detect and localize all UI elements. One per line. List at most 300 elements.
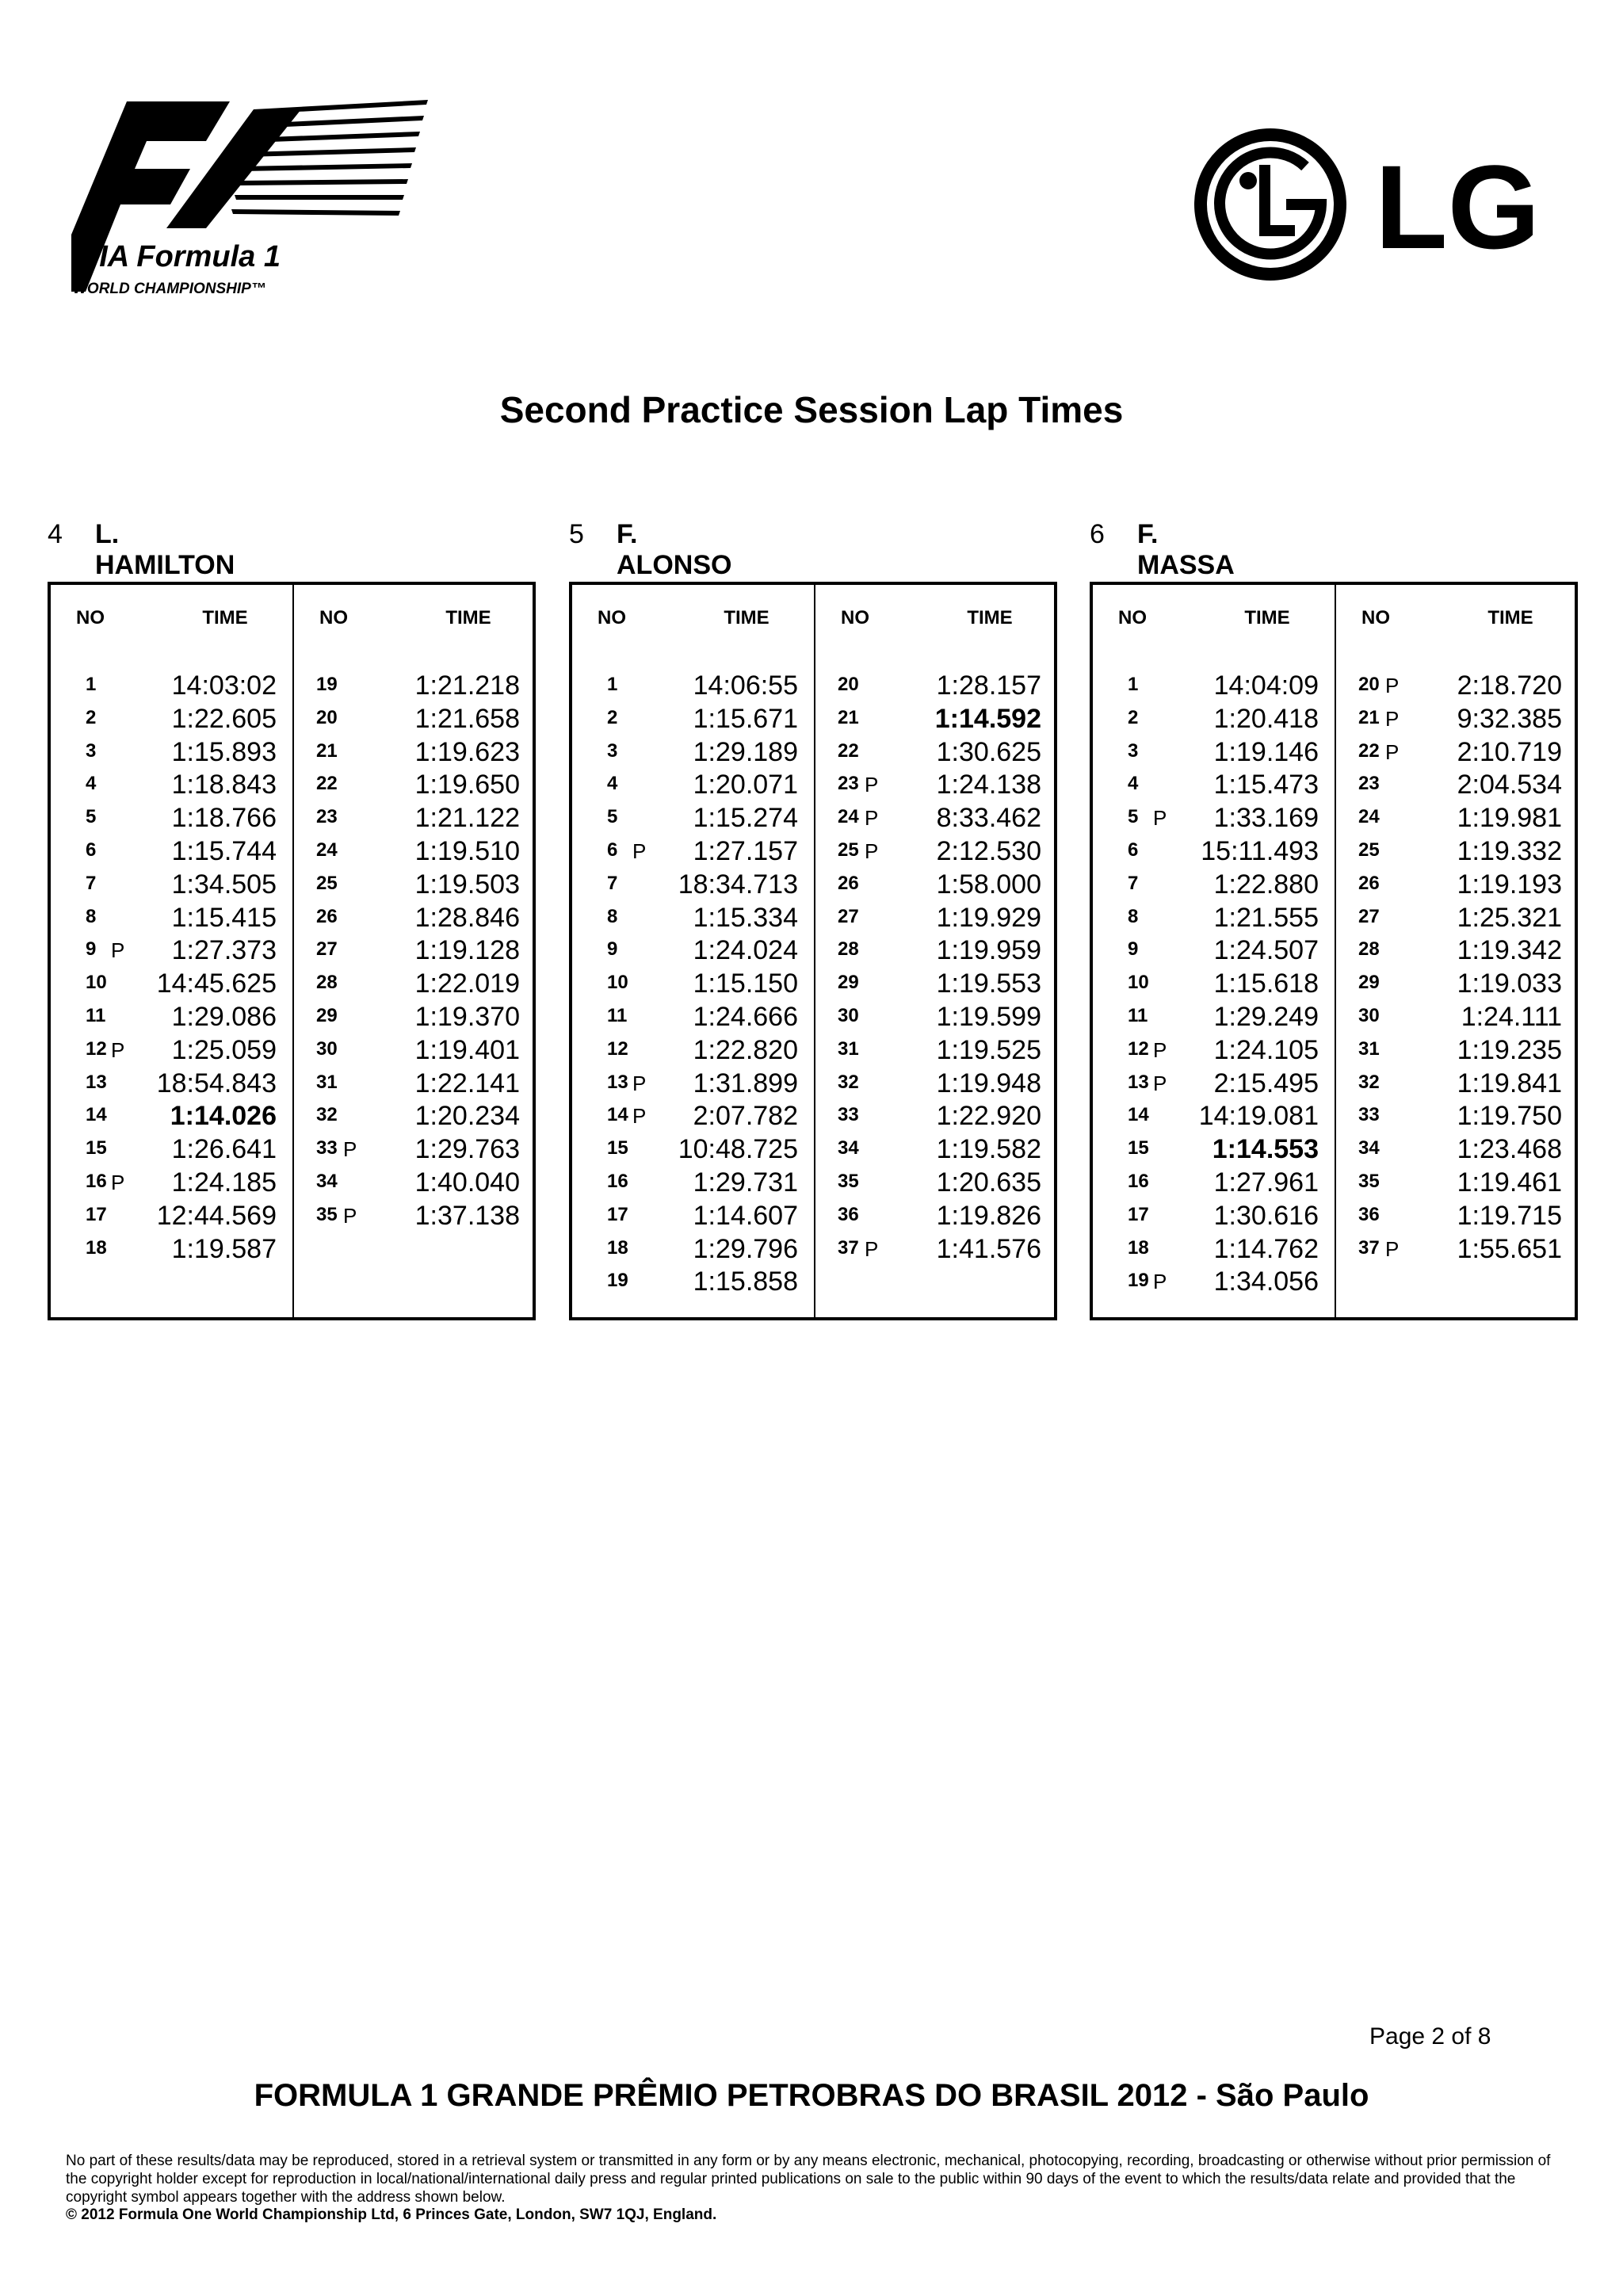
lap-row (815, 737, 1057, 770)
lap-time: 1:15.473 (1213, 770, 1319, 800)
pit-marker: P (343, 1137, 357, 1162)
lap-row (51, 770, 292, 803)
lap-row (51, 1167, 292, 1201)
driver-name: F. ALONSO (617, 519, 732, 580)
lap-row (294, 836, 536, 869)
lap-time: 1:19.503 (414, 869, 520, 900)
lap-time: 1:55.651 (1457, 1233, 1562, 1264)
lap-number: 4 (607, 773, 618, 795)
lap-time: 1:19.981 (1457, 803, 1562, 834)
lap-row (572, 903, 814, 936)
lap-time: 1:34.056 (1213, 1266, 1319, 1297)
lap-number: 11 (86, 1005, 106, 1026)
lap-time: 1:19.193 (1457, 869, 1562, 900)
lap-number: 19 (607, 1270, 628, 1292)
lap-row (294, 869, 536, 903)
lap-time: 1:14.026 (170, 1101, 277, 1132)
lap-time: 1:19.599 (936, 1002, 1041, 1032)
lap-time: 8:33.462 (936, 803, 1041, 834)
lap-row (51, 1101, 292, 1134)
lap-number: 20 (316, 706, 338, 728)
lap-row (294, 670, 536, 704)
lap-number: 20 (1358, 674, 1380, 695)
lap-number: 19 (1128, 1270, 1149, 1292)
lap-row (815, 1002, 1057, 1035)
lap-number: 18 (1128, 1236, 1149, 1259)
lap-number: 13 (607, 1071, 628, 1093)
lap-time: 1:19.370 (414, 1002, 520, 1032)
lap-number: 17 (86, 1203, 107, 1225)
lap-row (815, 1201, 1057, 1234)
lap-time: 2:12.530 (936, 836, 1041, 866)
column-header-time: TIME (1244, 607, 1290, 628)
lap-number: 27 (838, 905, 859, 927)
lap-row (815, 1234, 1057, 1267)
lap-time: 1:29.086 (171, 1002, 277, 1032)
lap-row (294, 737, 536, 770)
lap-row (1336, 704, 1578, 737)
lap-row (51, 1134, 292, 1167)
lap-row (1093, 1101, 1335, 1134)
lap-row (51, 1201, 292, 1234)
lap-row (1093, 1068, 1335, 1102)
pit-marker: P (1385, 706, 1400, 731)
lap-number: 23 (316, 806, 338, 828)
lap-row (572, 968, 814, 1002)
lap-row (1336, 770, 1578, 803)
lap-number: 33 (316, 1137, 338, 1159)
lap-time: 1:18.766 (171, 803, 277, 834)
lap-number: 1 (86, 674, 97, 695)
lap-time: 1:14.762 (1213, 1233, 1319, 1264)
lap-number: 5 (1128, 806, 1139, 828)
lap-time: 9:32.385 (1457, 703, 1562, 734)
lap-row (815, 935, 1057, 968)
lap-row (1093, 935, 1335, 968)
lap-row (815, 836, 1057, 869)
lap-row (815, 770, 1057, 803)
lap-number: 37 (838, 1236, 859, 1259)
lap-row (572, 836, 814, 869)
lap-time: 1:19.587 (171, 1233, 277, 1264)
lap-time: 1:22.019 (414, 968, 520, 999)
lap-time: 1:19.650 (414, 770, 520, 800)
lap-number: 25 (1358, 839, 1380, 861)
lap-number: 19 (316, 674, 338, 695)
lap-row (815, 869, 1057, 903)
lap-time: 14:06:55 (693, 670, 798, 701)
lap-number: 3 (1128, 739, 1139, 762)
lap-time: 1:19.235 (1457, 1034, 1562, 1065)
lap-number: 20 (838, 674, 859, 695)
lap-time: 1:21.218 (414, 670, 520, 701)
lap-number: 35 (1358, 1171, 1380, 1192)
column-header-time: TIME (202, 607, 248, 628)
lap-time: 1:19.841 (1457, 1068, 1562, 1098)
lap-time: 1:19.715 (1457, 1200, 1562, 1231)
lap-number: 15 (1128, 1137, 1149, 1159)
lap-time: 1:15.618 (1213, 968, 1319, 999)
lap-row (572, 1134, 814, 1167)
lap-number: 4 (1128, 773, 1139, 795)
lap-row (1336, 803, 1578, 836)
lap-number: 16 (86, 1171, 107, 1192)
lap-number: 6 (86, 839, 97, 861)
lap-number: 28 (1358, 938, 1380, 961)
pit-marker: P (1153, 806, 1167, 831)
lap-number: 16 (607, 1171, 628, 1192)
lg-logo-text: LG (1375, 140, 1541, 273)
lap-row (815, 803, 1057, 836)
lap-time: 1:22.880 (1213, 869, 1319, 900)
lap-number: 23 (1358, 773, 1380, 795)
lap-number: 25 (838, 839, 859, 861)
pit-marker: P (632, 839, 647, 863)
pit-marker: P (1153, 1270, 1167, 1294)
lap-row (1093, 1167, 1335, 1201)
lap-row (1093, 903, 1335, 936)
lap-number: 8 (1128, 905, 1139, 927)
lap-row (572, 1101, 814, 1134)
lap-row (572, 935, 814, 968)
lap-number: 26 (838, 872, 859, 894)
lap-time: 18:34.713 (678, 869, 798, 900)
lap-row (815, 1134, 1057, 1167)
lap-row (815, 1035, 1057, 1068)
lap-number: 21 (838, 706, 859, 728)
lap-row (1336, 1134, 1578, 1167)
lap-time: 1:24.185 (171, 1167, 277, 1198)
lap-number: 28 (316, 972, 338, 994)
lap-number: 27 (1358, 905, 1380, 927)
lap-number: 24 (1358, 806, 1380, 828)
lap-number: 32 (838, 1071, 859, 1093)
lap-time: 1:15.893 (171, 736, 277, 767)
lap-number: 32 (316, 1104, 338, 1126)
lap-column-left (1093, 585, 1335, 1317)
lap-row (51, 903, 292, 936)
car-number: 5 (569, 519, 584, 549)
column-header-no: NO (1118, 607, 1147, 628)
lap-time: 1:20.418 (1213, 703, 1319, 734)
f1-logo-subtext: WORLD CHAMPIONSHIP™ (73, 281, 266, 297)
lap-time: 1:37.138 (414, 1200, 520, 1231)
car-number: 6 (1090, 519, 1105, 549)
lap-number: 11 (1128, 1005, 1148, 1026)
lap-number: 21 (1358, 706, 1380, 728)
lap-row (294, 1035, 536, 1068)
lap-number: 15 (607, 1137, 628, 1159)
lap-number: 16 (1128, 1171, 1149, 1192)
lap-number: 28 (838, 938, 859, 961)
lap-time: 10:48.725 (678, 1134, 798, 1165)
lap-number: 33 (1358, 1104, 1380, 1126)
lap-row (1336, 670, 1578, 704)
lap-number: 15 (86, 1137, 107, 1159)
lap-time: 1:19.623 (414, 736, 520, 767)
lap-number: 29 (316, 1005, 338, 1026)
lap-row (1093, 1035, 1335, 1068)
pit-marker: P (111, 1171, 125, 1194)
lap-time: 1:15.274 (693, 803, 798, 834)
lap-number: 2 (607, 706, 618, 728)
lap-time: 1:24.507 (1213, 935, 1319, 966)
lap-row (51, 1234, 292, 1267)
lap-number: 17 (607, 1203, 628, 1225)
lap-number: 1 (1128, 674, 1139, 695)
lap-time: 1:24.024 (693, 935, 798, 966)
copyright-text: © 2012 Formula One World Championship Ltd, 6 Princes Gate, London, SW7 1QJ, England. (66, 2206, 717, 2223)
lap-number: 7 (86, 872, 97, 894)
lap-number: 13 (86, 1071, 107, 1093)
lap-time: 1:19.959 (936, 935, 1041, 966)
lap-number: 32 (1358, 1071, 1380, 1093)
lap-row (1336, 1068, 1578, 1102)
lap-row (815, 968, 1057, 1002)
lap-row (572, 1234, 814, 1267)
lap-row (815, 1167, 1057, 1201)
lap-time: 1:19.525 (936, 1034, 1041, 1065)
car-number: 4 (48, 519, 63, 549)
lap-time: 1:15.334 (693, 902, 798, 933)
lap-number: 30 (316, 1037, 338, 1060)
lap-time: 1:26.641 (171, 1134, 277, 1165)
lap-row (1336, 737, 1578, 770)
lap-number: 3 (607, 739, 618, 762)
lap-number: 29 (838, 972, 859, 994)
lap-number: 13 (1128, 1071, 1149, 1093)
lap-time: 1:19.146 (1213, 736, 1319, 767)
lap-number: 34 (1358, 1137, 1380, 1159)
lap-row (294, 903, 536, 936)
lg-logo (1193, 125, 1549, 284)
lap-row (51, 1068, 292, 1102)
lap-row (1093, 836, 1335, 869)
lap-number: 7 (1128, 872, 1139, 894)
lap-number: 31 (316, 1071, 338, 1093)
lap-number: 24 (316, 839, 338, 861)
pit-marker: P (865, 1236, 879, 1261)
lap-times-table (48, 582, 536, 1320)
lap-number: 31 (838, 1037, 859, 1060)
lap-time: 2:18.720 (1457, 670, 1562, 701)
lap-time: 1:19.461 (1457, 1167, 1562, 1198)
lap-time: 1:27.373 (171, 935, 277, 966)
lap-row (51, 935, 292, 968)
lap-time: 1:28.157 (936, 670, 1041, 701)
lap-time: 1:22.920 (936, 1101, 1041, 1132)
lap-number: 31 (1358, 1037, 1380, 1060)
lap-time: 1:28.846 (414, 902, 520, 933)
lap-number: 26 (1358, 872, 1380, 894)
lap-time: 1:41.576 (936, 1233, 1041, 1264)
lap-number: 2 (1128, 706, 1139, 728)
lap-number: 14 (607, 1104, 628, 1126)
lap-time: 1:21.555 (1213, 902, 1319, 933)
lap-number: 22 (316, 773, 338, 795)
lap-row (815, 1068, 1057, 1102)
lap-row (1336, 1234, 1578, 1267)
lap-time: 1:19.750 (1457, 1101, 1562, 1132)
lap-number: 11 (607, 1005, 628, 1026)
pit-marker: P (111, 1037, 125, 1062)
column-header-no: NO (841, 607, 869, 628)
lap-time: 14:45.625 (156, 968, 277, 999)
lap-row (294, 1002, 536, 1035)
lap-row (572, 1266, 814, 1300)
lap-number: 25 (316, 872, 338, 894)
lap-time: 1:27.157 (693, 836, 798, 866)
lap-time: 1:24.111 (1461, 1002, 1562, 1032)
lap-row (1336, 869, 1578, 903)
lap-row (1093, 1266, 1335, 1300)
pit-marker: P (865, 806, 879, 831)
lap-time: 1:19.033 (1457, 968, 1562, 999)
lap-time: 1:22.605 (171, 703, 277, 734)
column-header-no: NO (76, 607, 105, 628)
lap-number: 23 (838, 773, 859, 795)
page-title: Second Practice Session Lap Times (499, 389, 1124, 430)
lap-row (1336, 1101, 1578, 1134)
lap-row (51, 670, 292, 704)
lap-number: 4 (86, 773, 97, 795)
lap-time: 14:04:09 (1213, 670, 1319, 701)
column-header-time: TIME (724, 607, 769, 628)
lap-number: 27 (316, 938, 338, 961)
lap-column-left (572, 585, 814, 1317)
lap-row (51, 704, 292, 737)
lap-time: 1:15.671 (693, 703, 798, 734)
lap-row (1093, 1201, 1335, 1234)
lap-row (294, 1167, 536, 1201)
lap-row (294, 1101, 536, 1134)
lap-number: 12 (86, 1037, 107, 1060)
lap-number: 10 (1128, 972, 1149, 994)
lap-row (572, 1068, 814, 1102)
lap-row (572, 704, 814, 737)
lap-time: 1:58.000 (936, 869, 1041, 900)
lap-time: 1:22.141 (414, 1068, 520, 1098)
lap-number: 33 (838, 1104, 859, 1126)
lap-number: 3 (86, 739, 97, 762)
pit-marker: P (1153, 1071, 1167, 1095)
lap-time: 1:15.744 (171, 836, 277, 866)
lap-time: 12:44.569 (156, 1200, 277, 1231)
lap-row (294, 704, 536, 737)
pit-marker: P (343, 1203, 357, 1228)
lap-time: 1:19.332 (1457, 836, 1562, 866)
lap-time: 1:19.948 (936, 1068, 1041, 1098)
pit-marker: P (1385, 674, 1400, 697)
pit-marker: P (632, 1104, 647, 1129)
lap-row (294, 968, 536, 1002)
lap-time: 1:15.415 (171, 902, 277, 933)
lap-number: 36 (838, 1203, 859, 1225)
driver-name: F. MASSA (1137, 519, 1235, 580)
lap-time: 1:14.553 (1212, 1134, 1319, 1165)
lap-time: 1:19.553 (936, 968, 1041, 999)
lap-number: 30 (1358, 1005, 1380, 1026)
lap-number: 6 (607, 839, 618, 861)
lap-time: 1:20.635 (936, 1167, 1041, 1198)
lap-time: 1:19.582 (936, 1134, 1041, 1165)
lap-number: 1 (607, 674, 618, 695)
lap-time: 1:24.666 (693, 1002, 798, 1032)
lap-row (572, 1167, 814, 1201)
lap-time: 1:34.505 (171, 869, 277, 900)
lap-column-left (51, 585, 292, 1317)
lap-number: 9 (1128, 938, 1139, 961)
lap-row (294, 1134, 536, 1167)
column-header-no: NO (319, 607, 348, 628)
lap-number: 26 (316, 905, 338, 927)
lap-time: 1:40.040 (414, 1167, 520, 1198)
lap-time: 1:19.401 (414, 1034, 520, 1065)
lap-number: 14 (1128, 1104, 1149, 1126)
column-header-no: NO (598, 607, 626, 628)
lap-number: 29 (1358, 972, 1380, 994)
lap-row (294, 1201, 536, 1234)
lap-time: 15:11.493 (1201, 836, 1319, 866)
lap-time: 1:19.929 (936, 902, 1041, 933)
lap-row (815, 903, 1057, 936)
lap-time: 1:14.607 (693, 1200, 798, 1231)
lap-number: 8 (607, 905, 618, 927)
lap-row (294, 770, 536, 803)
lap-row (1336, 968, 1578, 1002)
lap-number: 5 (607, 806, 618, 828)
lap-row (1093, 869, 1335, 903)
lap-row (1336, 1035, 1578, 1068)
lap-row (294, 935, 536, 968)
lap-row (815, 704, 1057, 737)
f1-logo (71, 94, 436, 308)
lap-row (1093, 704, 1335, 737)
lap-time: 2:10.719 (1457, 736, 1562, 767)
lap-number: 22 (1358, 739, 1380, 762)
lap-row (572, 1002, 814, 1035)
column-header-time: TIME (967, 607, 1013, 628)
f1-logo-text: FIA Formula 1 (81, 240, 281, 273)
lap-time: 2:04.534 (1457, 770, 1562, 800)
lap-number: 30 (838, 1005, 859, 1026)
pit-marker: P (865, 773, 879, 797)
lap-number: 17 (1128, 1203, 1149, 1225)
lap-number: 18 (607, 1236, 628, 1259)
lap-number: 18 (86, 1236, 107, 1259)
lap-row (51, 836, 292, 869)
lap-row (815, 670, 1057, 704)
pit-marker: P (1385, 739, 1400, 764)
lap-number: 7 (607, 872, 618, 894)
lap-row (1336, 935, 1578, 968)
lap-row (572, 1201, 814, 1234)
pit-marker: P (111, 938, 125, 963)
lap-row (51, 968, 292, 1002)
lap-row (1093, 968, 1335, 1002)
lap-row (51, 1035, 292, 1068)
lap-time: 1:30.616 (1213, 1200, 1319, 1231)
lap-number: 35 (838, 1171, 859, 1192)
pit-marker: P (1153, 1037, 1167, 1062)
lap-row (1093, 803, 1335, 836)
lap-number: 34 (838, 1137, 859, 1159)
lap-row (572, 770, 814, 803)
lap-row (1336, 1201, 1578, 1234)
lap-row (572, 803, 814, 836)
lap-time: 18:54.843 (156, 1068, 277, 1098)
lap-times-table (1090, 582, 1578, 1320)
